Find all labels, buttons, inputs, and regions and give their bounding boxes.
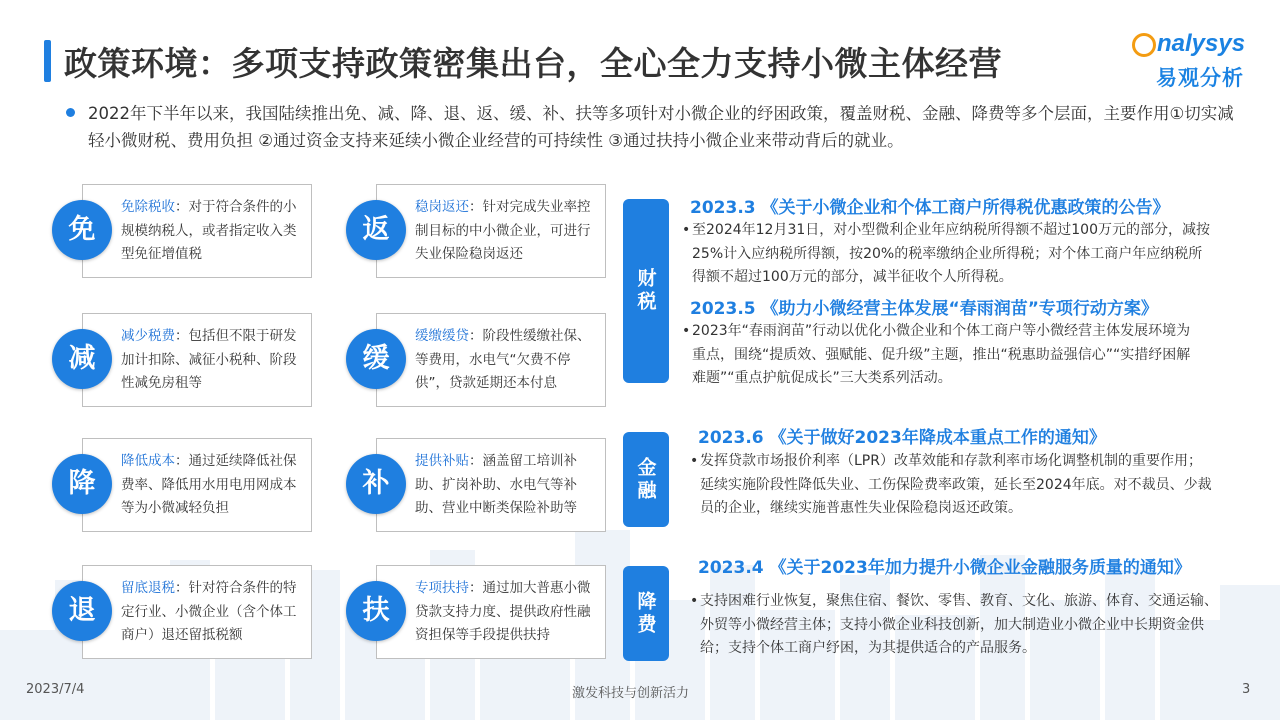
policy-text: 2023年“春雨润苗”行动以优化小微企业和个体工商户等小微经营主体发展环境为重点，围绕“提质效、强赋能、促升级”主题，推出“税惠助益强信心”“实措纾困解难题”“重点护航促成长”三大类系列活动。	[692, 323, 1191, 386]
logo-wordmark	[1132, 30, 1245, 58]
policy-text: 发挥贷款市场报价利率（LPR）改革效能和存款利率市场化调整机制的重要作用；延续实施阶段性降低失业、工伤保险费率政策，延长至2024年底。对不裁员、少裁员的企业，继续实施普惠性失业保险稳岗返还政策。	[700, 453, 1212, 516]
measure-badge-mian: 免	[52, 200, 112, 260]
measure-badge-fu: 扶	[346, 581, 406, 641]
category-tax: 财税	[623, 199, 669, 383]
measure-desc: ：针对完成失业率控制目标的中小微企业，可进行失业保险稳岗返还	[415, 199, 591, 262]
logo-initial	[1132, 33, 1156, 57]
policy-text: 至2024年12月31日，对小型微利企业年应纳税所得额不超过100万元的部分，减按25%计入应纳税所得额，按20%的税率缴纳企业所得税；对个体工商户年应纳税所得额不超过100万元的部分，减半征收个人所得税。	[692, 222, 1210, 285]
footer-slogan: 激发科技与创新活力	[572, 686, 690, 701]
measure-card-fu	[376, 565, 606, 659]
policy-title: 2023.4 《关于2023年加力提升小微企业金融服务质量的通知》	[698, 558, 1191, 578]
measure-card-huan	[376, 313, 606, 407]
measure-badge-fan: 返	[346, 200, 406, 260]
policy-title: 2023.5 《助力小微经营主体发展“春雨润苗”专项行动方案》	[690, 299, 1158, 319]
measure-desc: ：针对符合条件的特定行业、小微企业（含个体工商户）退还留抵税额	[121, 580, 297, 643]
policy-body	[682, 219, 1212, 290]
policy-body	[690, 590, 1228, 661]
title-accent-bar	[44, 40, 51, 82]
measure-card-jian	[82, 313, 312, 407]
policy-title: 2023.3 《关于小微企业和个体工商户所得税优惠政策的公告》	[690, 198, 1170, 218]
page-title: 政策环境：多项支持政策密集出台，全心全力支持小微主体经营	[64, 44, 1002, 83]
bullet-icon: •	[682, 222, 691, 238]
policy-body	[690, 450, 1212, 521]
category-fee-reduction: 降费	[623, 566, 669, 661]
measure-keyword: 缓缴缓贷	[415, 328, 469, 344]
measure-card-fan	[376, 184, 606, 278]
bullet-icon: •	[690, 453, 699, 469]
measure-badge-huan: 缓	[346, 329, 406, 389]
measure-desc: ：包括但不限于研发加计扣除、减征小税种、阶段性减免房租等	[121, 328, 297, 391]
measure-keyword: 稳岗返还	[415, 199, 469, 215]
measure-desc: ：通过加大普惠小微贷款支持力度、提供政府性融资担保等手段提供扶持	[415, 580, 591, 643]
measure-card-jiang	[82, 438, 312, 532]
measure-badge-jian: 减	[52, 329, 112, 389]
measure-keyword: 留底退税	[121, 580, 175, 596]
intro-bullet-icon	[66, 108, 75, 117]
measure-keyword: 减少税费	[121, 328, 175, 344]
policy-title: 2023.6 《关于做好2023年降成本重点工作的通知》	[698, 428, 1106, 448]
measure-card-bu	[376, 438, 606, 532]
measure-badge-jiang: 降	[52, 454, 112, 514]
logo-chinese: 易观分析	[1156, 66, 1244, 90]
policy-body	[682, 320, 1202, 391]
intro-paragraph: 2022年下半年以来，我国陆续推出免、减、降、退、返、缓、补、扶等多项针对小微企业的纾困政策，覆盖财税、金融、降费等多个层面，主要作用①切实减轻小微财税、费用负担 ②通过资金支持来延续小微企业经营的可持续性 ③通过扶持小微企业来带动背后的就业。	[88, 104, 1234, 150]
page-number: 3	[1242, 682, 1251, 697]
footer-date: 2023/7/4	[26, 682, 85, 697]
measure-badge-tui: 退	[52, 581, 112, 641]
measure-desc: ：对于符合条件的小规模纳税人，或者指定收入类型免征增值税	[121, 199, 297, 262]
measure-keyword: 免除税收	[121, 199, 175, 215]
analysys-logo	[1132, 30, 1262, 92]
bullet-icon: •	[682, 323, 691, 339]
measure-keyword: 提供补贴	[415, 453, 469, 469]
logo-english: nalysys	[1157, 30, 1246, 57]
measure-card-tui	[82, 565, 312, 659]
measure-keyword: 专项扶持	[415, 580, 469, 596]
category-finance: 金融	[623, 432, 669, 527]
measure-desc: ：阶段性缓缴社保、等费用，水电气“欠费不停供”，贷款延期还本付息	[415, 328, 591, 391]
bullet-icon: •	[690, 593, 699, 609]
measure-badge-bu: 补	[346, 454, 406, 514]
measure-keyword: 降低成本	[121, 453, 175, 469]
policy-text: 支持困难行业恢复，聚焦住宿、餐饮、零售、教育、文化、旅游、体育、交通运输、外贸等小微经营主体；支持小微企业科技创新，加大制造业小微企业中长期资金供给；支持个体工商户纾困，为其提供适合的产品服务。	[700, 593, 1218, 656]
measure-desc: ：通过延续降低社保费率、降低用水用电用网成本等为小微减轻负担	[121, 453, 297, 516]
measure-desc: ：涵盖留工培训补助、扩岗补助、水电气等补助、营业中断类保险补助等	[415, 453, 577, 516]
measure-card-mian	[82, 184, 312, 278]
